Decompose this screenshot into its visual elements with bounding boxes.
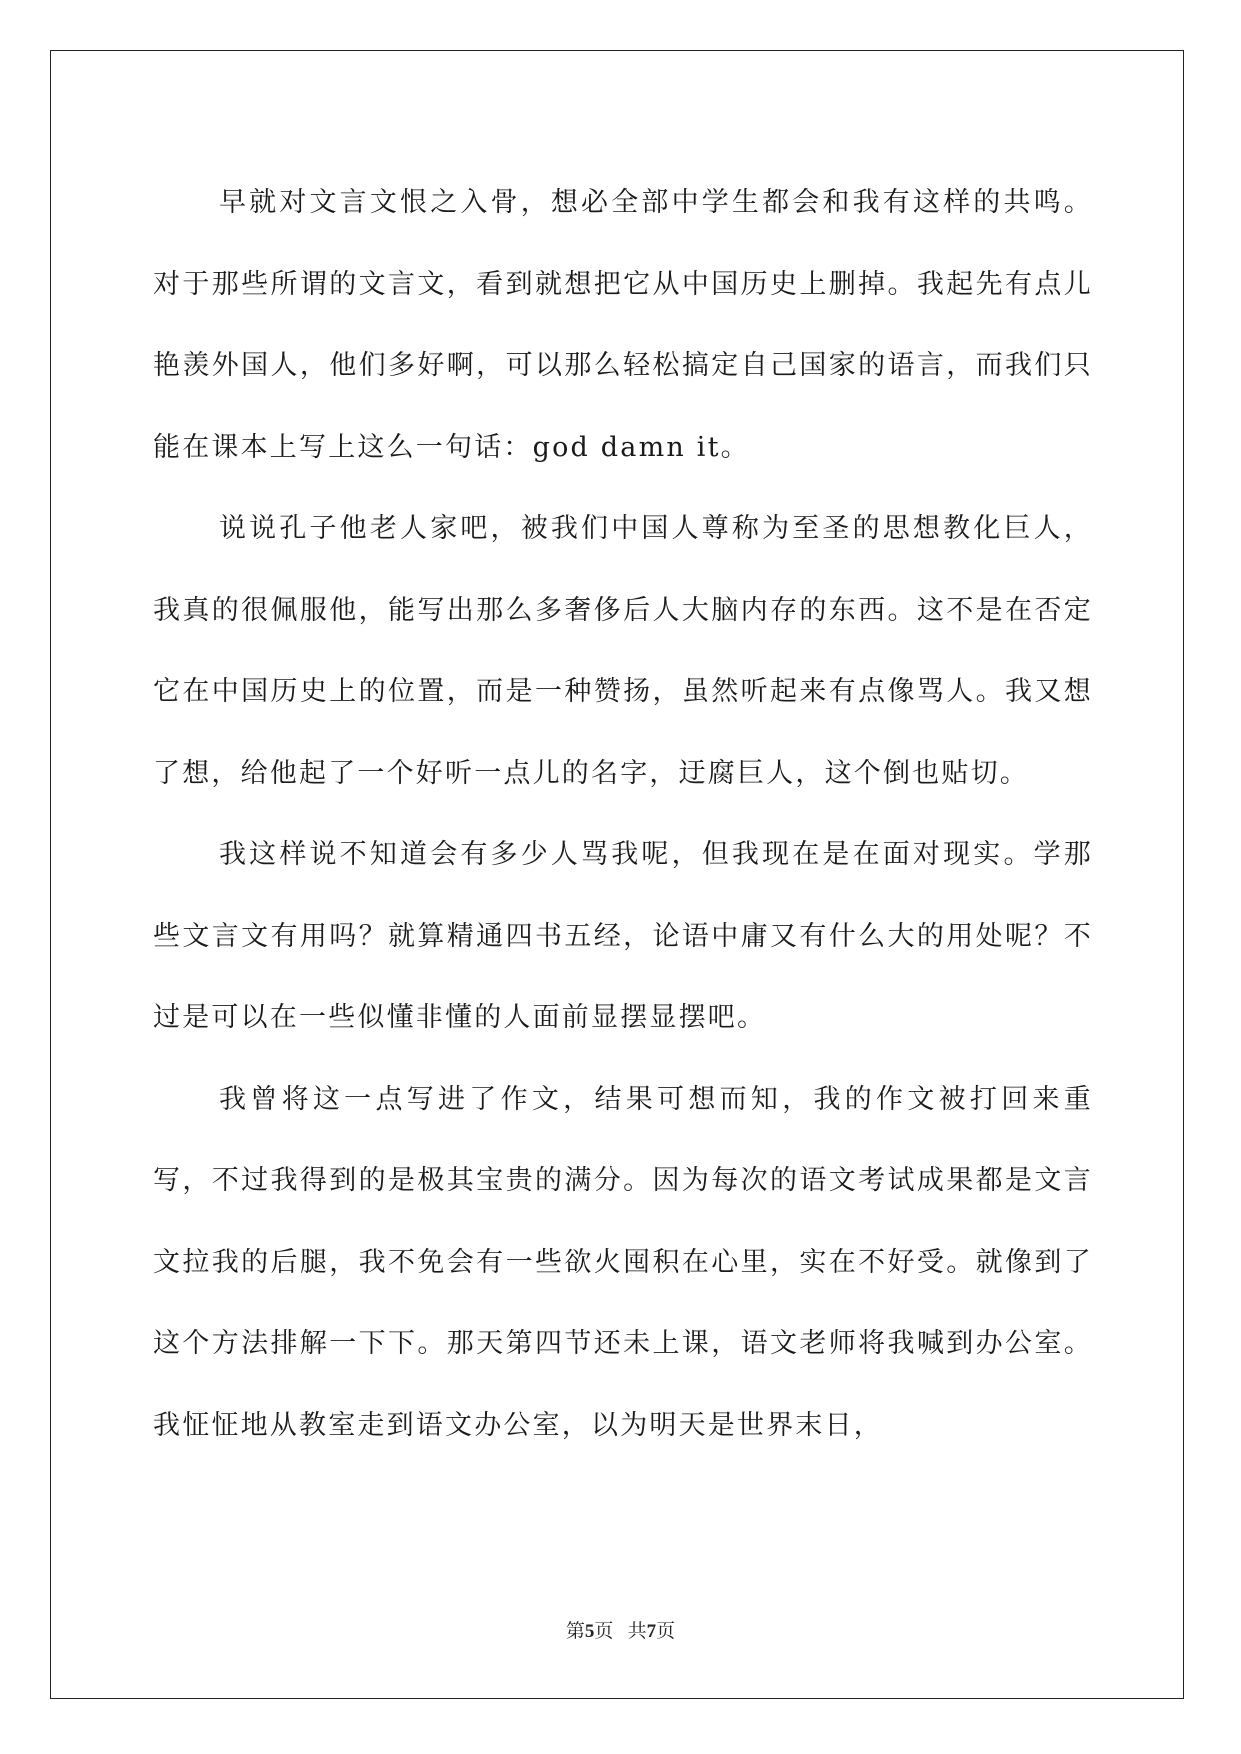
document-body: [153, 162, 1093, 1466]
footer-total-prefix: 共: [627, 1621, 647, 1642]
footer-prefix: 第: [565, 1621, 585, 1642]
footer-page-suffix: 页: [594, 1621, 614, 1642]
footer-current-page: 5: [584, 1621, 595, 1642]
paragraph-1: 早就对文言文恨之入骨，想必全部中学生都会和我有这样的共鸣。对于那些所谓的文言文，看到就想把它从中国历史上删掉。我起先有点儿艳羡外国人，他们多好啊，可以那么轻松搞定自己国家的语言，而我们只能在课本上写上这么一句话：god damn it。: [153, 187, 1093, 463]
paragraph-3: 我这样说不知道会有多少人骂我呢，但我现在是在面对现实。学那些文言文有用吗？就算精通四书五经，论语中庸又有什么大的用处呢？不过是可以在一些似懂非懂的人面前显摆显摆吧。: [153, 839, 1093, 1033]
paragraph-4: 我曾将这一点写进了作文，结果可想而知，我的作文被打回来重写，不过我得到的是极其宝贵的满分。因为每次的语文考试成果都是文言文拉我的后腿，我不免会有一些欲火囤积在心里，实在不好受。就像到了这个方法排解一下下。那天第四节还未上课，语文老师将我喊到办公室。我怔怔地从教室走到语文办公室，以为明天是世界末日，: [153, 1083, 1093, 1441]
paragraph-2: 说说孔子他老人家吧，被我们中国人尊称为至圣的思想教化巨人，我真的很佩服他，能写出那么多奢侈后人大脑内存的东西。这不是在否定它在中国历史上的位置，而是一种赞扬，虽然听起来有点像骂人。我又想了想，给他起了一个好听一点儿的名字，迂腐巨人，这个倒也贴切。: [153, 513, 1093, 789]
footer-total-suffix: 页: [656, 1621, 676, 1642]
footer-total-pages: 7: [646, 1621, 657, 1642]
page-footer: [0, 1616, 1241, 1643]
